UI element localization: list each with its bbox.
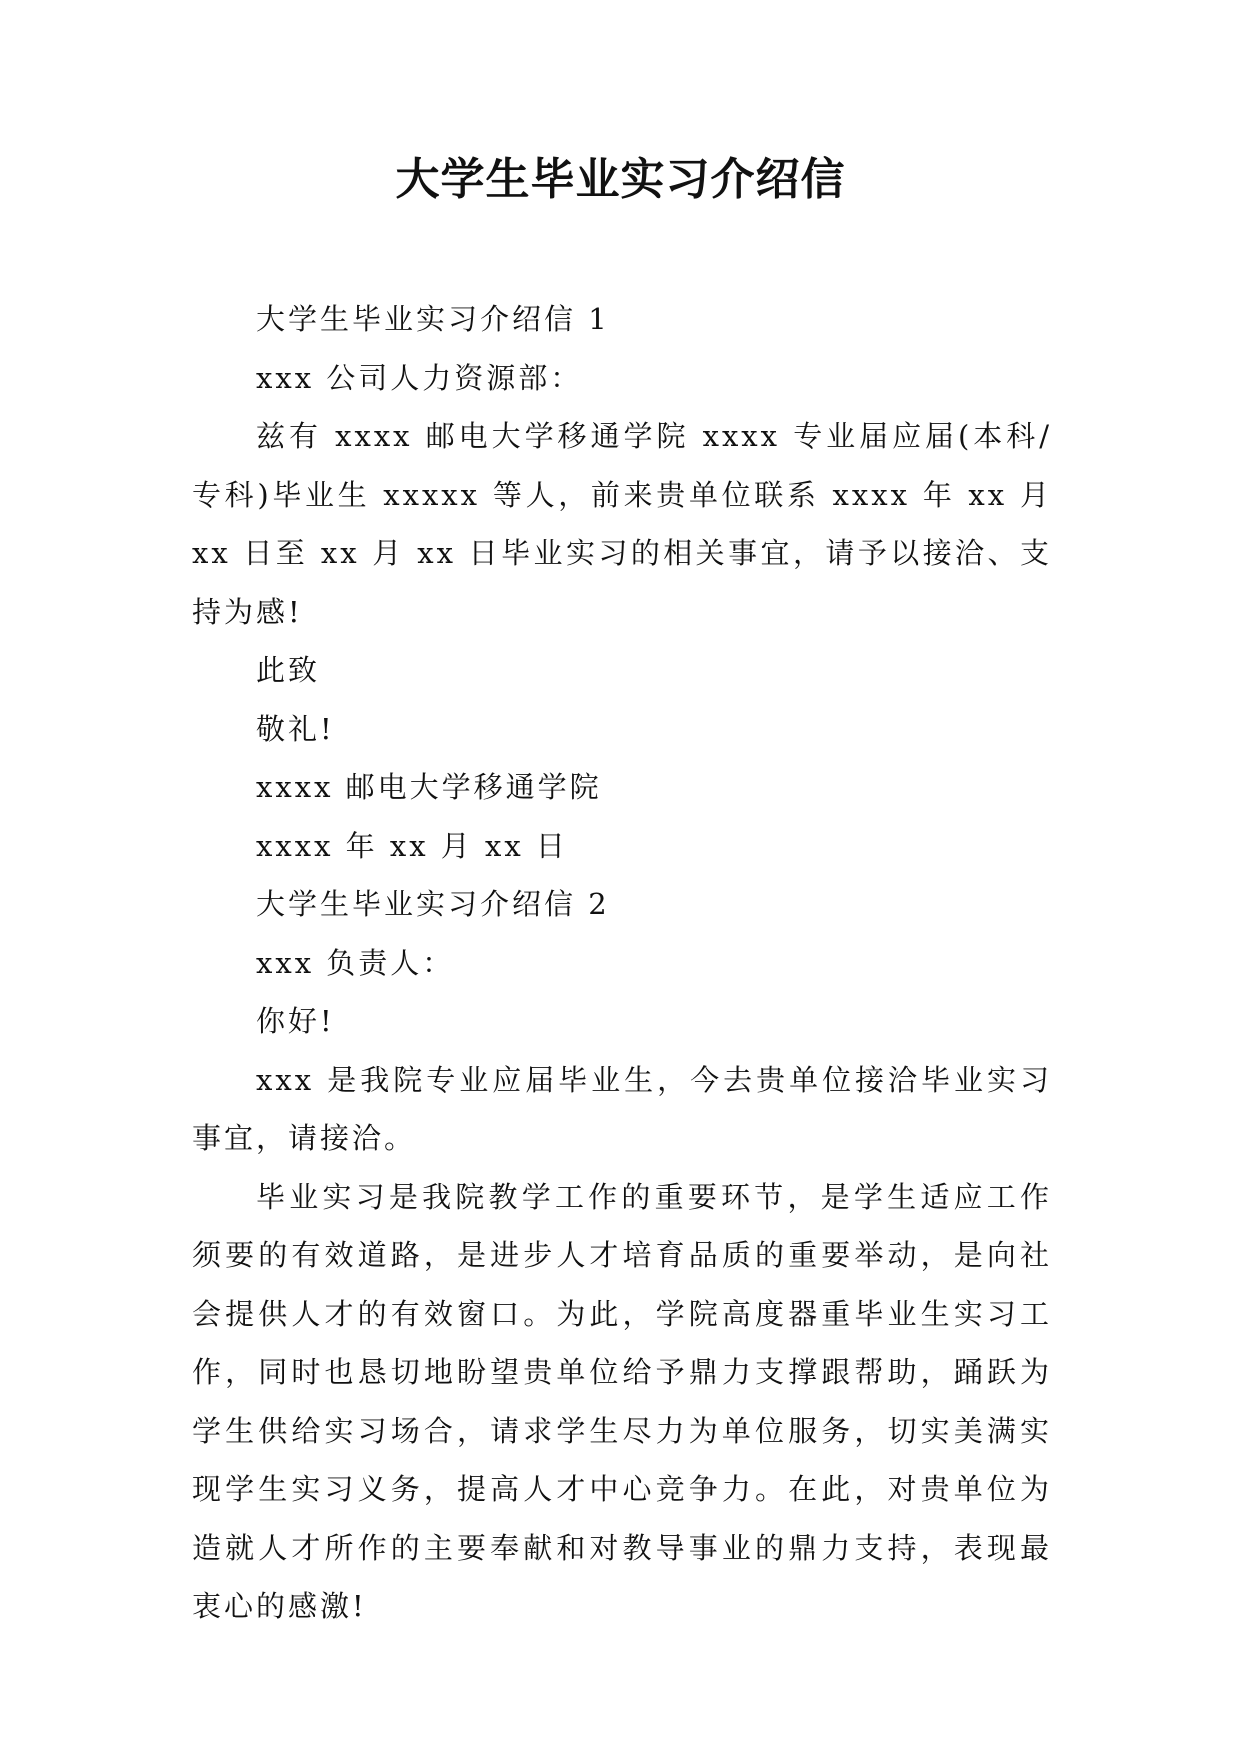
document-title: 大学生毕业实习介绍信 xyxy=(395,154,846,205)
letter-1-heading: 大学生毕业实习介绍信 1 xyxy=(256,302,610,336)
document-body xyxy=(192,290,1052,1636)
letter-2-greeting: 你好! xyxy=(256,1004,335,1038)
letter-2-body: 毕业实习是我院教学工作的重要环节，是学生适应工作须要的有效道路，是进步人才培育品质的重要举动，是向社会提供人才的有效窗口。为此，学院高度器重毕业生实习工作，同时也恳切地盼望贵单位给予鼎力支撑跟帮助，踊跃为学生供给实习场合，请求学生尽力为单位服务，切实美满实现学生实习义务，提高人才中心竞争力。在此，对贵单位为造就人才所作的主要奉献和对教导事业的鼎力支持，表现最衷心的感激! xyxy=(192,1179,1052,1623)
letter-1-salutation: 敬礼! xyxy=(256,711,335,746)
letter-1-recipient: xxx 公司人力资源部： xyxy=(256,360,583,395)
letter-1-closing: 此致 xyxy=(256,653,321,687)
letter-2-heading: 大学生毕业实习介绍信 2 xyxy=(256,887,610,921)
letter-1-sender: xxxx 邮电大学移通学院 xyxy=(256,770,602,804)
letter-2-recipient: xxx 负责人： xyxy=(256,945,455,980)
letter-1-body: 兹有 xxxx 邮电大学移通学院 xxxx 专业届应届(本科/专科)毕业生 xxxxx 等人，前来贵单位联系 xxxx 年 xx 月 xx 日至 xx 月 xx 日毕业实习的相关事宜，请予以接洽、支持为感! xyxy=(192,419,1052,629)
letter-2-intro: xxx 是我院专业应届毕业生，今去贵单位接洽毕业实习事宜，请接洽。 xyxy=(192,1062,1052,1155)
letter-1-date: xxxx 年 xx 月 xx 日 xyxy=(256,828,568,863)
